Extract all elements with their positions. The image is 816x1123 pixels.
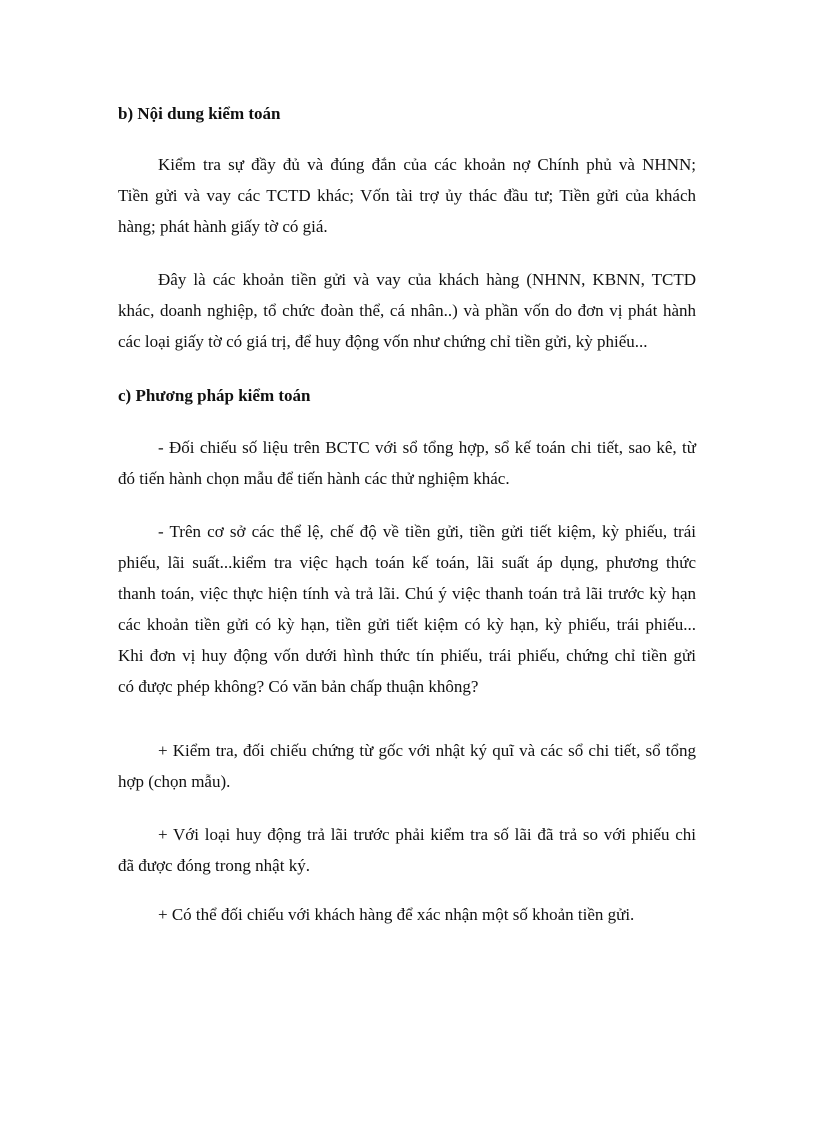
paragraph-line: - Trên cơ sở các thể lệ, chế độ về tiền gửi, tiền gửi tiết kiệm, kỳ phiếu, trái <box>158 522 696 541</box>
section-b-heading: b) Nội dung kiểm toán <box>118 104 281 123</box>
section-c-paragraph-5 <box>118 899 696 930</box>
paragraph-line: hàng; phát hành giấy tờ có giá. <box>118 217 328 236</box>
paragraph-line: Tiền gửi và vay các TCTD khác; Vốn tài trợ ủy thác đầu tư; Tiền gửi của khách <box>118 186 696 205</box>
paragraph-line: phiếu, lãi suất...kiểm tra việc hạch toán kế toán, lãi suất áp dụng, phương thức <box>118 553 696 572</box>
paragraph-line: - Đối chiếu số liệu trên BCTC với sổ tổng hợp, sổ kế toán chi tiết, sao kê, từ <box>158 438 696 457</box>
paragraph-line: đã được đóng trong nhật ký. <box>118 856 310 875</box>
paragraph-line: hợp (chọn mẫu). <box>118 772 231 791</box>
paragraph-line: có được phép không? Có văn bản chấp thuận không? <box>118 677 479 696</box>
paragraph-line: các khoản tiền gửi có kỳ hạn, tiền gửi tiết kiệm có kỳ hạn, kỳ phiếu, trái phiếu... <box>118 615 696 634</box>
paragraph-line: khác, doanh nghiệp, tổ chức đoàn thể, cá nhân..) và phần vốn do đơn vị phát hành <box>118 301 696 320</box>
section-c-paragraph-3 <box>118 735 696 797</box>
section-c-heading: c) Phương pháp kiểm toán <box>118 386 311 405</box>
paragraph-line: + Kiểm tra, đối chiếu chứng từ gốc với nhật ký quĩ và các sổ chi tiết, sổ tổng <box>158 741 696 760</box>
paragraph-line: + Với loại huy động trả lãi trước phải kiểm tra số lãi đã trả so với phiếu chi <box>158 825 696 844</box>
paragraph-line: Đây là các khoản tiền gửi và vay của khách hàng (NHNN, KBNN, TCTD <box>158 270 696 289</box>
paragraph-line: Khi đơn vị huy động vốn dưới hình thức tín phiếu, trái phiếu, chứng chỉ tiền gửi <box>118 646 696 665</box>
section-b-paragraph-2 <box>118 264 696 357</box>
paragraph-line: + Có thể đối chiếu với khách hàng để xác nhận một số khoản tiền gửi. <box>158 905 635 924</box>
section-c-paragraph-1 <box>118 432 696 494</box>
paragraph-line: Kiểm tra sự đầy đủ và đúng đắn của các khoản nợ Chính phủ và NHNN; <box>158 155 696 174</box>
paragraph-line: đó tiến hành chọn mẫu để tiến hành các thử nghiệm khác. <box>118 469 510 488</box>
section-b-paragraph-1 <box>118 149 696 242</box>
section-c-paragraph-2 <box>118 516 696 702</box>
section-c-paragraph-4 <box>118 819 696 881</box>
paragraph-line: thanh toán, việc thực hiện tính và trả lãi. Chú ý việc thanh toán trả lãi trước kỳ hạn <box>118 584 696 603</box>
paragraph-line: các loại giấy tờ có giá trị, để huy động vốn như chứng chỉ tiền gửi, kỳ phiếu... <box>118 332 648 351</box>
